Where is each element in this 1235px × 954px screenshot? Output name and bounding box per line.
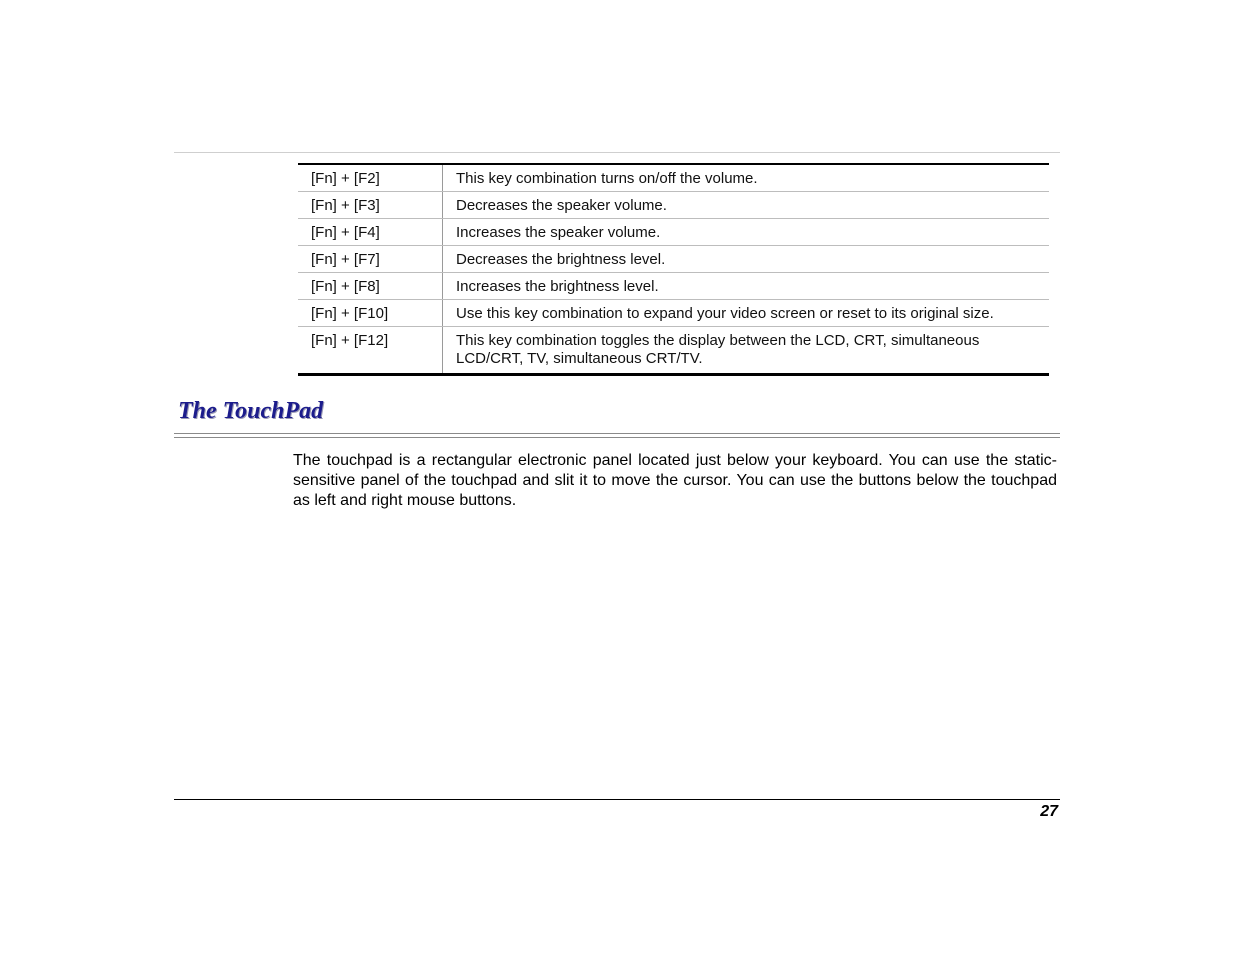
key-combination: [Fn] + [F10] [298, 300, 443, 327]
key-combination: [Fn] + [F2] [298, 164, 443, 192]
key-description: Decreases the speaker volume. [443, 192, 1050, 219]
key-combination: [Fn] + [F7] [298, 246, 443, 273]
key-description: Decreases the brightness level. [443, 246, 1050, 273]
table-row [298, 273, 1049, 300]
table-row [298, 327, 1049, 375]
page-number: 27 [1040, 803, 1058, 820]
key-combination: [Fn] + [F12] [298, 327, 443, 375]
header-rule [174, 152, 1060, 153]
table-row [298, 164, 1049, 192]
touchpad-paragraph: The touchpad is a rectangular electronic panel located just below your keyboard. You can use the static-sensitive panel of the touchpad and slit it to move the cursor. You can use the buttons below the touchpad as left and right mouse buttons. [293, 452, 1057, 509]
title-rule [174, 437, 1060, 438]
key-description: This key combination toggles the display between the LCD, CRT, simultaneous LCD/CRT, TV, simultaneous CRT/TV. [456, 332, 980, 367]
key-combination: [Fn] + [F4] [298, 219, 443, 246]
table-row [298, 192, 1049, 219]
key-combination: [Fn] + [F3] [298, 192, 443, 219]
key-description: Increases the speaker volume. [443, 219, 1050, 246]
function-key-table [298, 163, 1049, 376]
key-description: Use this key combination to expand your video screen or reset to its original size. [443, 300, 1050, 327]
table-row [298, 219, 1049, 246]
title-rule [174, 433, 1060, 434]
table-row [298, 246, 1049, 273]
section-title: The TouchPad [178, 398, 324, 424]
key-description: This key combination turns on/off the volume. [443, 164, 1050, 192]
key-description: Increases the brightness level. [443, 273, 1050, 300]
footer-rule [174, 799, 1060, 800]
key-combination: [Fn] + [F8] [298, 273, 443, 300]
table-row [298, 300, 1049, 327]
